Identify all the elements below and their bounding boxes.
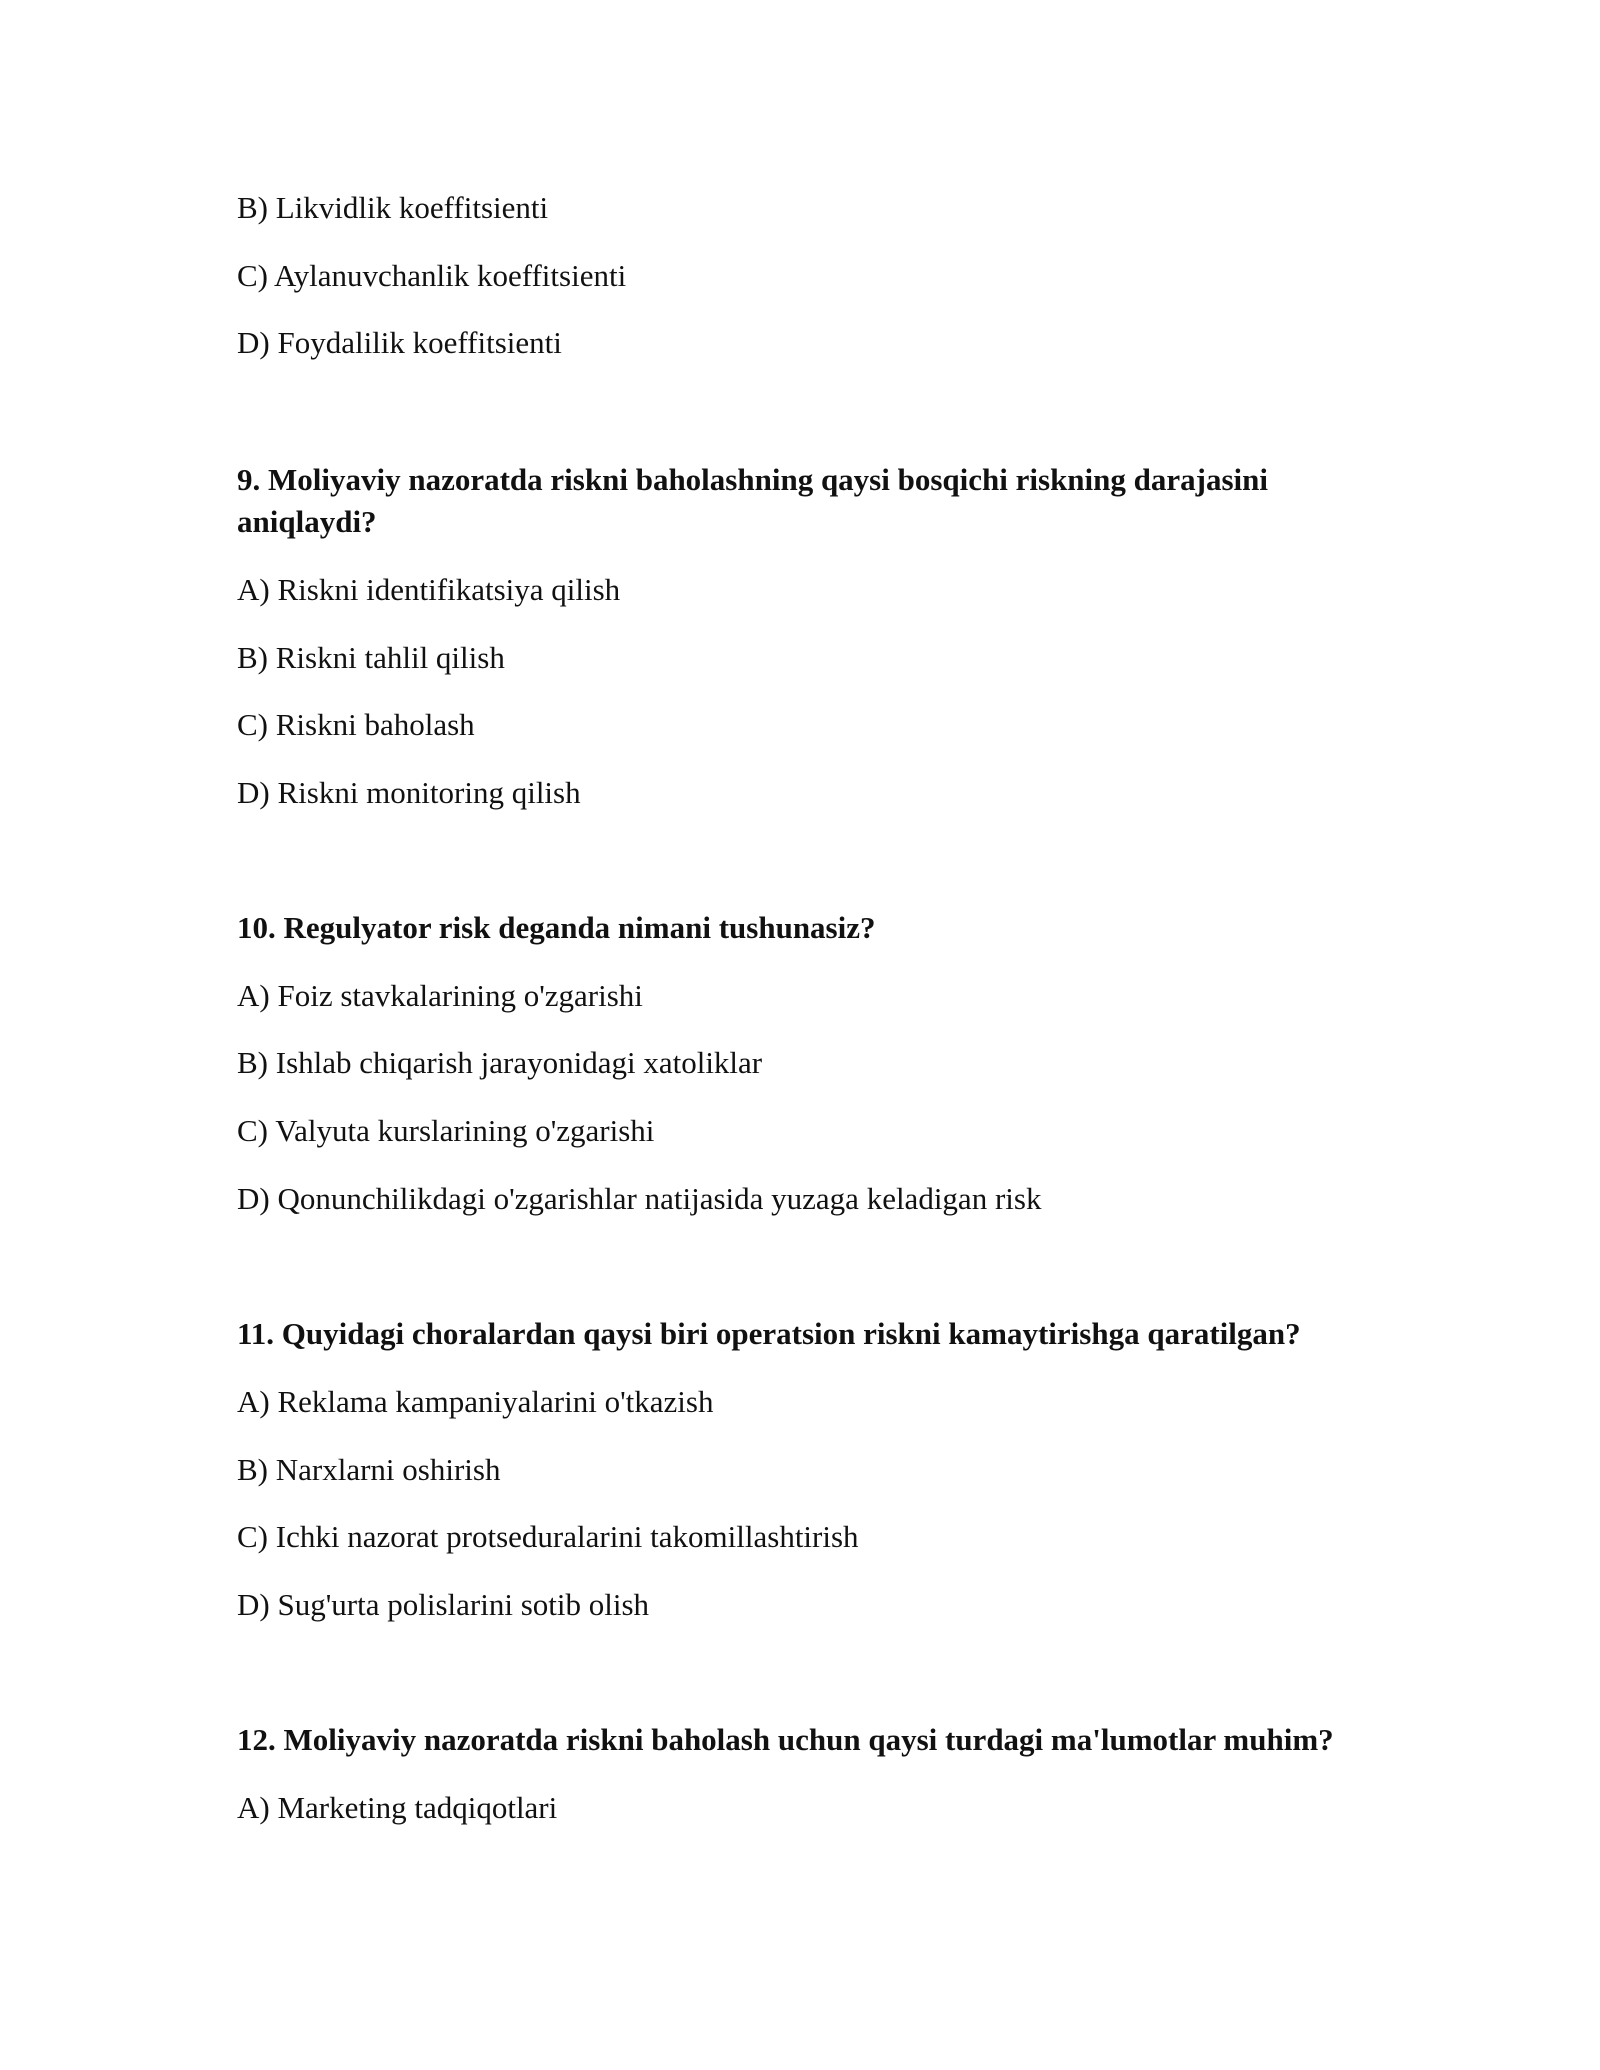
answer-option: B) Ishlab chiqarish jarayonidagi xatoliklar [237, 1045, 763, 1080]
answer-option: A) Marketing tadqiqotlari [237, 1790, 558, 1825]
answer-option: D) Riskni monitoring qilish [237, 775, 581, 810]
answer-option: A) Reklama kampaniyalarini o'tkazish [237, 1384, 714, 1419]
answer-option: B) Riskni tahlil qilish [237, 640, 505, 675]
question-title: 11. Quyidagi choralardan qaysi biri operatsion riskni kamaytirishga qaratilgan? [237, 1316, 1301, 1351]
answer-option: D) Sug'urta polislarini sotib olish [237, 1587, 650, 1622]
question-title: 12. Moliyaviy nazoratda riskni baholash uchun qaysi turdagi ma'lumotlar muhim? [237, 1722, 1334, 1757]
question-title: aniqlaydi? [237, 504, 377, 539]
answer-option: C) Aylanuvchanlik koeffitsienti [237, 258, 627, 293]
question-title: 10. Regulyator risk deganda nimani tushunasiz? [237, 910, 876, 945]
answer-option: B) Likvidlik koeffitsienti [237, 190, 549, 225]
answer-option: C) Valyuta kurslarining o'zgarishi [237, 1113, 655, 1148]
question-title: 9. Moliyaviy nazoratda riskni baholashning qaysi bosqichi riskning darajasini [237, 462, 1269, 497]
answer-option: B) Narxlarni oshirish [237, 1452, 501, 1487]
answer-option: D) Foydalilik koeffitsienti [237, 325, 562, 360]
answer-option: C) Ichki nazorat protseduralarini takomillashtirish [237, 1519, 859, 1554]
answer-option: C) Riskni baholash [237, 707, 475, 742]
answer-option: A) Foiz stavkalarining o'zgarishi [237, 978, 643, 1013]
answer-option: D) Qonunchilikdagi o'zgarishlar natijasida yuzaga keladigan risk [237, 1181, 1042, 1216]
answer-option: A) Riskni identifikatsiya qilish [237, 572, 621, 607]
